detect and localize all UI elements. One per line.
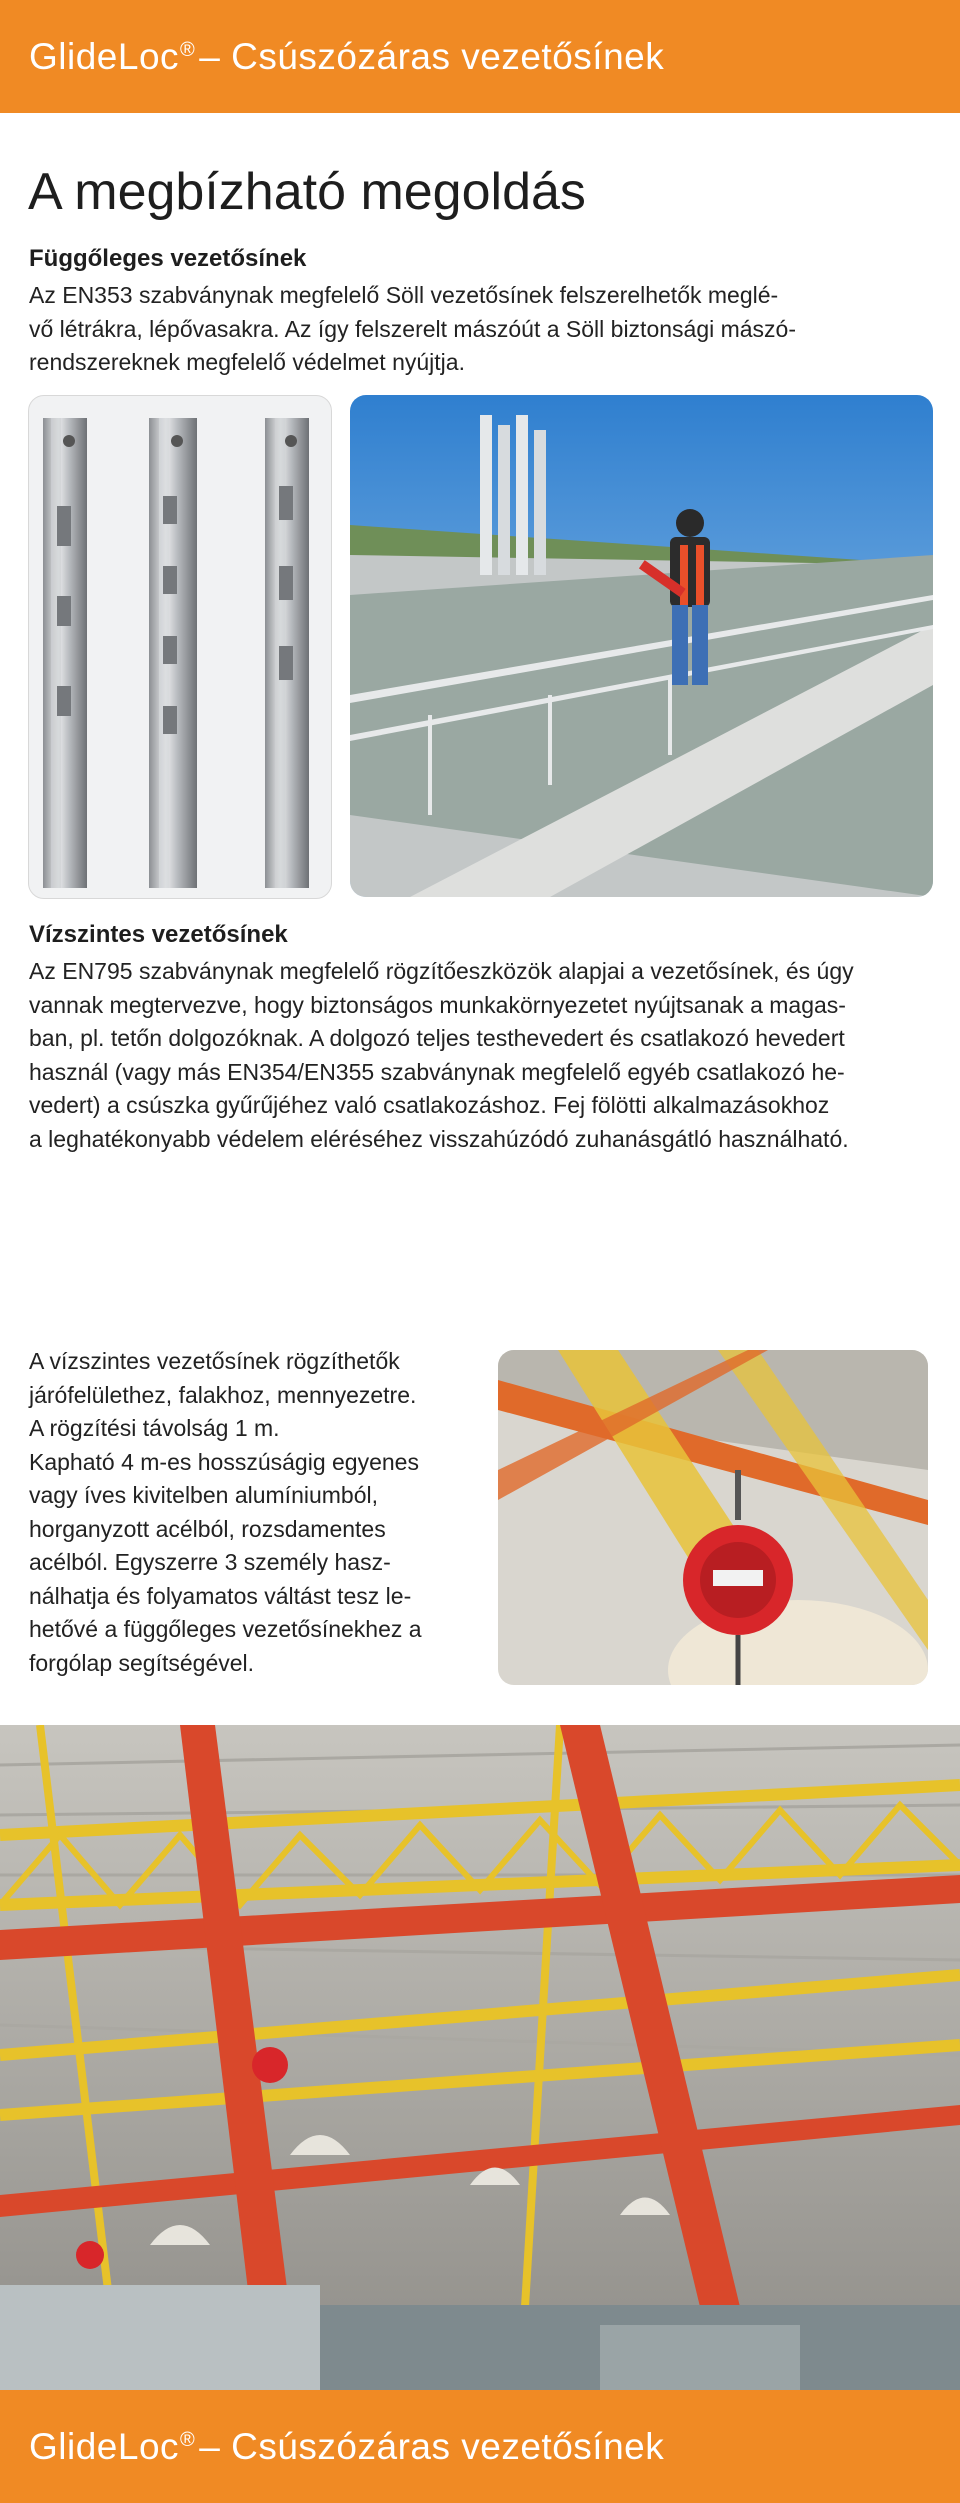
rail-profile [149,418,197,888]
text-line: ban, pl. tetőn dolgozóknak. A dolgozó teljes testhevedert és csatlakozó hevedert [29,1025,845,1051]
text-line: járófelülethez, falakhoz, mennyezetre. [29,1381,417,1408]
text-line: a leghatékonyabb védelem eléréséhez visszahúzódó zuhanásgátló használható. [29,1125,849,1152]
text-line: vő létrákra, lépővasakra. Az így felszerelt mászóút a Söll biztonsági mászó- [29,315,797,342]
footer-band [0,2390,960,2503]
industrial-hall-photo [0,1725,960,2390]
page-title: A megbízható megoldás [28,163,586,221]
footer-registered-mark: ® [180,2429,196,2451]
text-line: forgólap segítségével. [29,1649,255,1676]
header-subtitle: – Csúszózáras vezetősínek [199,35,665,77]
horizontal-rails-heading: Vízszintes vezetősínek [29,921,288,948]
mounting-text [29,1345,464,1680]
vertical-rails-heading: Függőleges vezetősínek [29,245,307,272]
footer-subtitle: – Csúszózáras vezetősínek [199,2425,665,2467]
text-line: vagy íves kivitelben alumíniumból, [29,1482,378,1508]
header-band [0,0,960,113]
text-line: használ (vagy más EN354/EN355 szabványnak megfelelő egyéb csatlakozó he- [29,1058,845,1085]
text-line: rendszereknek megfelelő védelmet nyújtja. [29,349,465,375]
text-line: hetővé a függőleges vezetősínekhez a [29,1616,422,1642]
text-line: Az EN795 szabványnak megfelelő rögzítőeszközök alapjai a vezetősínek, és úgy [29,958,854,984]
fall-arrester-photo [498,1350,928,1685]
text-line: vedert) a csúszka gyűrűjéhez való csatlakozáshoz. Fej fölötti alkalmazásokhoz [29,1092,830,1118]
worker-walkway-photo [350,395,933,897]
rail-profiles-photo [28,395,332,899]
text-line: vannak megtervezve, hogy biztonságos munkakörnyezetet nyújtsanak a magas- [29,991,846,1018]
footer-brand: GlideLoc [29,2425,180,2467]
text-line: Az EN353 szabványnak megfelelő Söll vezetősínek felszerelhetők meglé- [29,282,779,308]
text-line: horganyzott acélból, rozsdamentes [29,1515,386,1542]
text-line: Kapható 4 m-es hosszúságig egyenes [29,1448,419,1475]
text-line: nálhatja és folyamatos váltást tesz le- [29,1582,412,1609]
vertical-rails-text [29,279,933,380]
text-line: A vízszintes vezetősínek rögzíthetők [29,1348,400,1374]
text-line: acélból. Egyszerre 3 személy hasz- [29,1549,391,1575]
header-brand: GlideLoc [29,35,180,77]
text-line: A rögzítési távolság 1 m. [29,1415,280,1441]
rail-profile [43,418,87,888]
horizontal-rails-text [29,955,933,1156]
header-registered-mark: ® [180,39,196,61]
rail-profile [265,418,309,888]
